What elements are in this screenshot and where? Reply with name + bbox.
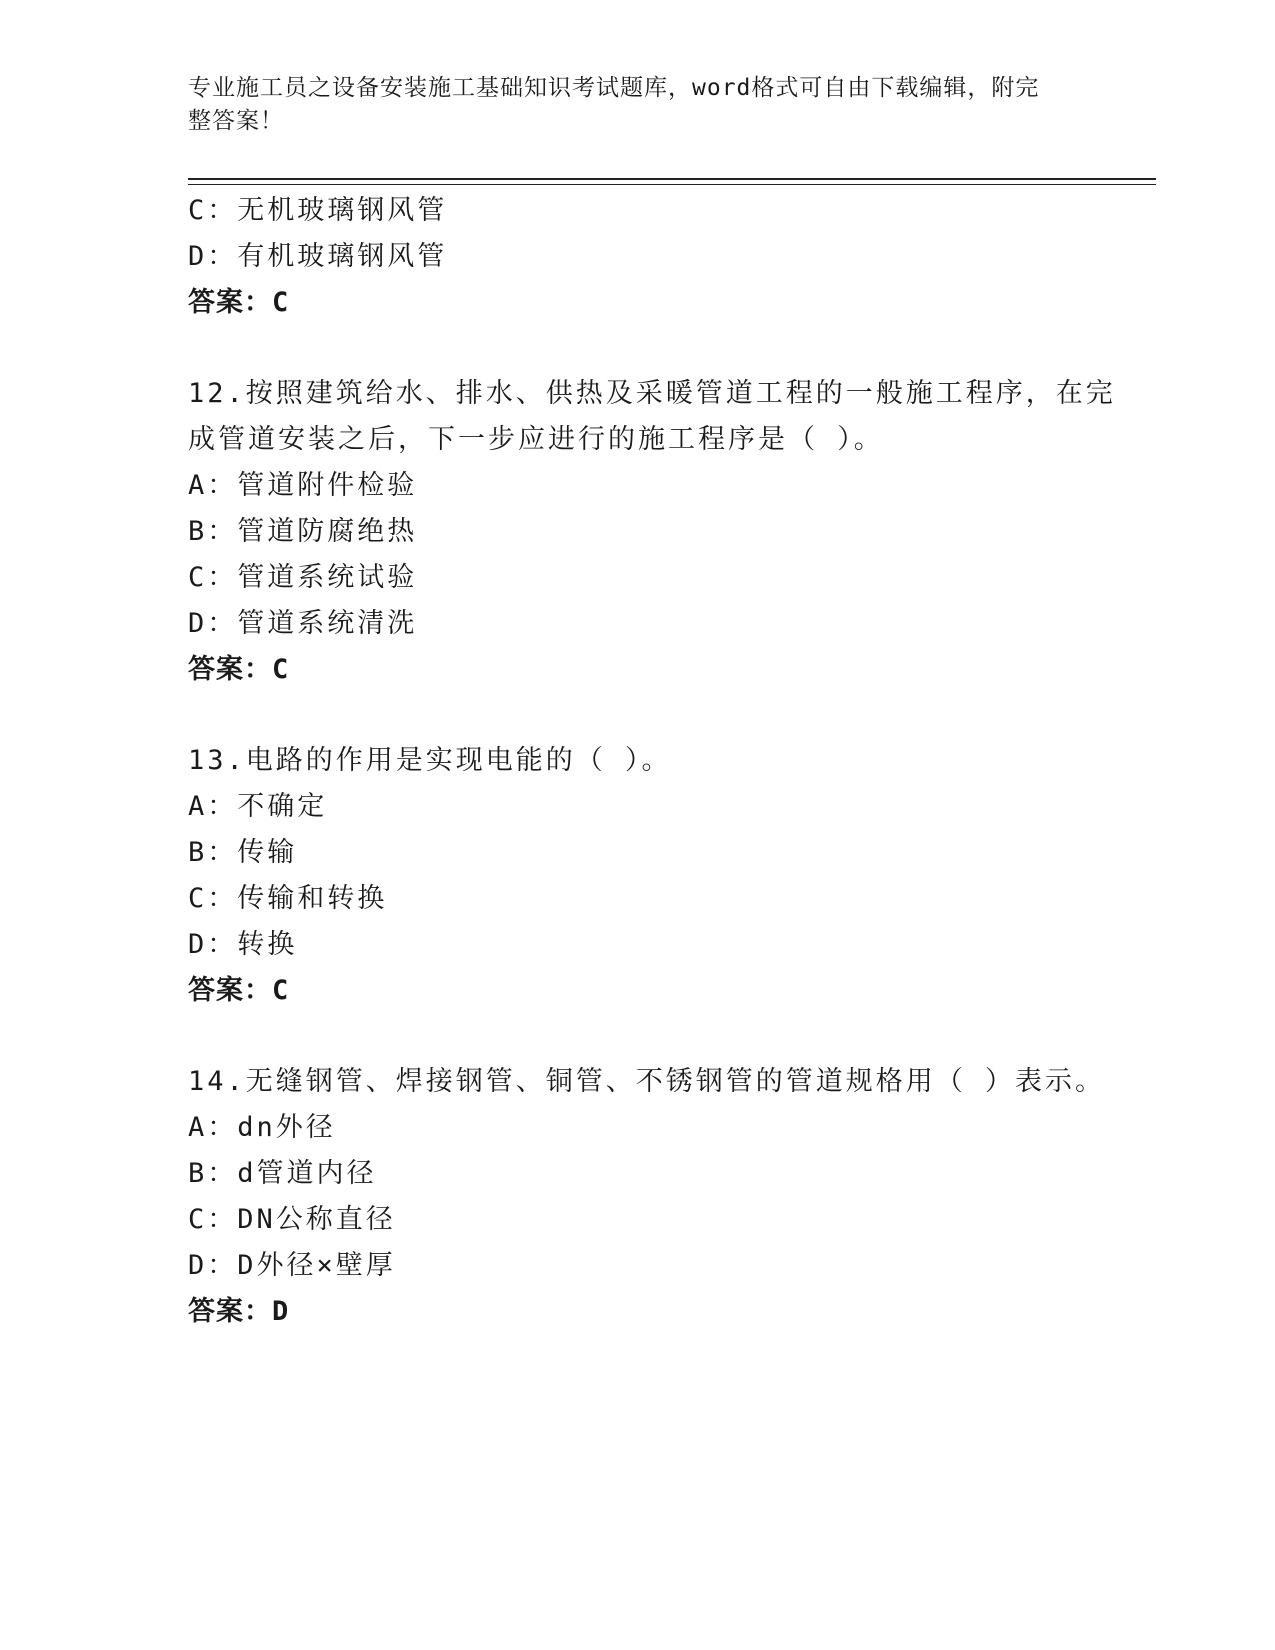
header-divider-thick [188, 178, 1156, 180]
answer-line: 答案：C [188, 287, 290, 318]
option-a: A：管道附件检验 [188, 470, 418, 501]
option-a: A：dn外径 [188, 1112, 336, 1143]
answer-line: 答案：C [188, 975, 290, 1006]
option-d: D：D外径×壁厚 [188, 1250, 396, 1281]
question-12 [188, 371, 1116, 693]
option-c: C：管道系统试验 [188, 562, 418, 593]
option-d: D：有机玻璃钢风管 [188, 241, 448, 272]
header-divider-thin [188, 184, 1156, 185]
question-14 [188, 1059, 1106, 1335]
stem-line-2: 成管道安装之后，下一步应进行的施工程序是（ ）。 [188, 424, 884, 455]
question-13 [188, 738, 1088, 1014]
stem-line-1: 14.无缝钢管、焊接钢管、铜管、不锈钢管的管道规格用（ ）表示。 [188, 1066, 1106, 1097]
question-stem [188, 1059, 1106, 1105]
stem-line-1: 12.按照建筑给水、排水、供热及采暖管道工程的一般施工程序，在完 [188, 378, 1116, 409]
option-c: C：传输和转换 [188, 883, 388, 914]
answer-line: 答案：D [188, 1296, 290, 1327]
option-c: C：无机玻璃钢风管 [188, 195, 448, 226]
option-b: B：传输 [188, 837, 298, 868]
option-d: D：转换 [188, 929, 298, 960]
option-a: A：不确定 [188, 791, 328, 822]
question-list [188, 188, 1116, 1335]
stem-line-1: 13.电路的作用是实现电能的（ ）。 [188, 745, 672, 776]
option-b: B：d管道内径 [188, 1158, 377, 1189]
question-stem [188, 371, 1116, 463]
option-c: C：DN公称直径 [188, 1204, 396, 1235]
answer-line: 答案：C [188, 654, 290, 685]
header-line-1: 专业施工员之设备安装施工基础知识考试题库，word格式可自由下载编辑，附完 [188, 75, 1040, 101]
document-header [188, 72, 1088, 138]
option-d: D：管道系统清洗 [188, 608, 418, 639]
question-11-continued [188, 188, 1088, 326]
option-b: B：管道防腐绝热 [188, 516, 418, 547]
header-line-2: 整答案！ [188, 108, 284, 134]
question-stem [188, 738, 1088, 784]
